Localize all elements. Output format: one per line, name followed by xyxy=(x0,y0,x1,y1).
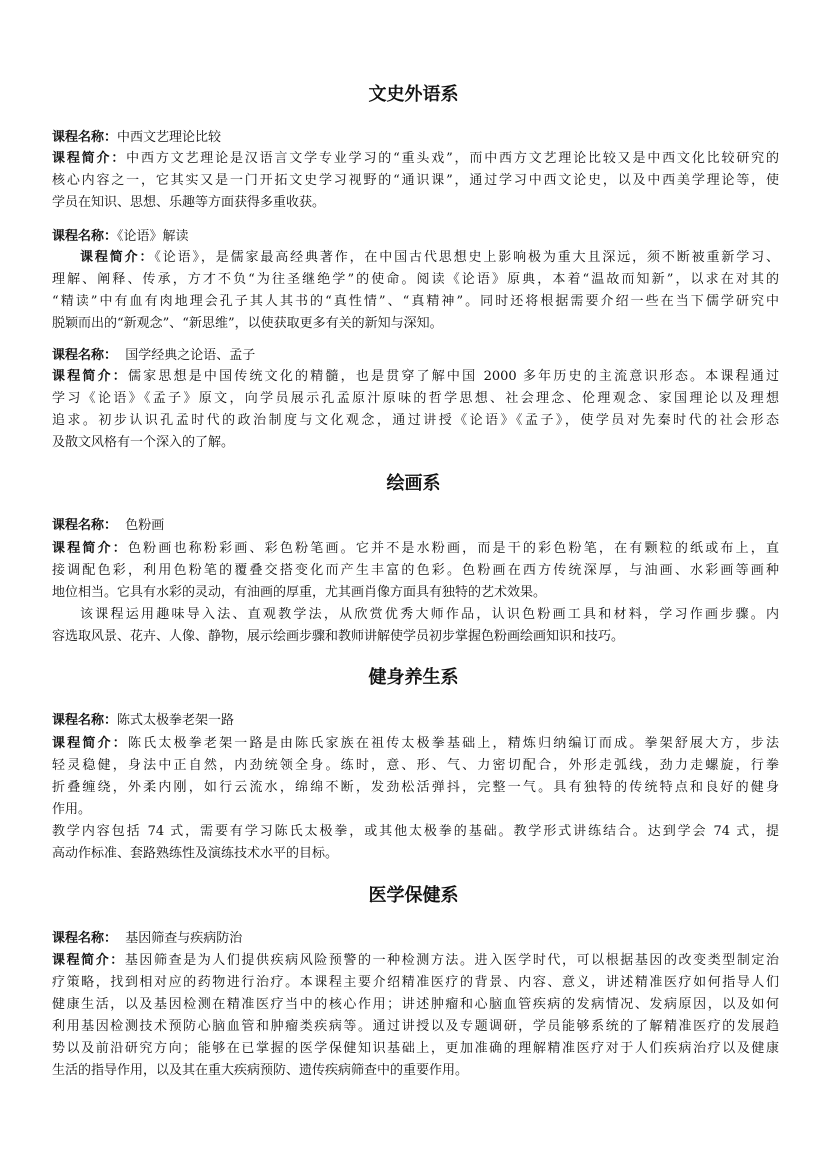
course-intro-line: 理解、阐释、传承，方才不负“为往圣继绝学”的使命。阅读《论语》原典，本着“温故而知新”，以求在对其的 xyxy=(52,272,779,287)
course-intro-line: “精读”中有血有肉地理会孔子其人其书的“真性情”、“真精神”。同时还将根据需要介绍一些在当下儒学研究中 xyxy=(52,294,779,309)
course-intro-line xyxy=(80,247,779,269)
section-title: 健身养生系 xyxy=(368,667,459,688)
course-intro-text: 《论语》，是儒家最高经典著作，在中国古代思想史上影响极为重大且深远，须不断被重新学习、 xyxy=(154,250,779,265)
course-intro-line xyxy=(52,366,779,388)
section-title: 绘画系 xyxy=(386,473,441,494)
section-title: 医学保健系 xyxy=(368,885,459,906)
course-name-line xyxy=(52,710,779,732)
course-intro-label: 课程简介： xyxy=(52,369,128,384)
course-intro-line: 利用基因检测技术预防心脑血管和肿瘤类疾病等。通过讲授以及专题调研，学员能够系统的了解精准医疗的发展趋 xyxy=(52,1019,779,1034)
course-name: 中西文艺理论比较 xyxy=(117,130,222,145)
course-name-label: 课程名称： xyxy=(52,229,118,244)
course-intro-label: 课程简介： xyxy=(52,541,128,556)
course-intro-line: 脱颖而出的“新观念”、“新思维”，以使获取更多有关的新知与深知。 xyxy=(52,316,443,331)
course-name: 国学经典之论语、孟子 xyxy=(125,348,256,363)
course-intro-line xyxy=(52,148,779,170)
course-intro-label: 课程简介： xyxy=(80,250,155,265)
course-intro-line xyxy=(52,950,779,972)
course-intro-line: 学员在知识、思想、乐趣等方面获得多重收获。 xyxy=(52,195,326,210)
course-name-line xyxy=(52,345,779,367)
course-name-label: 课程名称： xyxy=(52,931,118,946)
course-intro-label: 课程简介： xyxy=(52,736,128,751)
course-intro-line xyxy=(52,733,779,755)
course-intro-line: 学习《论语》《孟子》原文，向学员展示孔孟原汁原味的哲学思想、社会理念、伦理观念、家国理论以及理想 xyxy=(52,391,779,406)
course-intro-text: 中西方文艺理论是汉语言文学专业学习的“重头戏”，而中西方文艺理论比较又是中西文化比较研究的 xyxy=(126,151,779,166)
course-extra-line: 该课程运用趣味导入法、直观教学法，从欣赏优秀大师作品，认识色粉画工具和材料，学习作画步骤。内 xyxy=(80,607,779,622)
course-name: 《论语》解读 xyxy=(117,229,189,244)
course-intro-line xyxy=(52,538,779,560)
course-intro-text: 陈氏太极拳老架一路是由陈氏家族在祖传太极拳基础上，精炼归纳编订而成。拳架舒展大方，步法 xyxy=(127,736,779,751)
course-intro-line: 折叠缠绕，外柔内刚，如行云流水，绵绵不断，发劲松活弹抖，完整一气。具有独特的传统特点和良好的健身 xyxy=(52,780,779,795)
course-extra-line: 容选取风景、花卉、人像、静物，展示绘画步骤和教师讲解使学员初步掌握色粉画绘画知识和技巧。 xyxy=(52,629,625,644)
course-name: 陈式太极拳老架一路 xyxy=(117,713,235,728)
course-name-line xyxy=(52,127,779,149)
course-name-label: 课程名称： xyxy=(52,130,118,145)
course-intro-line: 接调配色彩，利用色粉笔的覆叠交搭变化而产生丰富的色彩。色粉画在西方传统深厚，与油画、水彩画等画种 xyxy=(52,563,779,578)
course-name-label: 课程名称： xyxy=(52,518,118,533)
course-name-label: 课程名称： xyxy=(52,713,118,728)
course-extra-line: 高动作标准、套路熟练性及演练技术水平的目标。 xyxy=(52,846,339,861)
course-intro-line: 及散文风格有一个深入的了解。 xyxy=(52,435,235,450)
course-intro-text: 基因筛查是为人们提供疾病风险预警的一种检测方法。进入医学时代，可以根据基因的改变类型制定治 xyxy=(124,953,779,968)
section-title: 文史外语系 xyxy=(368,84,459,105)
course-intro-line: 势以及前沿研究方向；能够在已掌握的医学保健知识基础上，更加准确的理解精准医疗对于人们疾病治疗以及健康 xyxy=(52,1041,779,1056)
course-intro-text: 儒家思想是中国传统文化的精髓，也是贯穿了解中国 2000 多年历史的主流意识形态。本课程通过 xyxy=(127,369,779,384)
course-name-line xyxy=(52,226,779,248)
course-intro-line: 地位相当。它具有水彩的灵动，有油画的厚重，尤其画肖像方面具有独特的艺术效果。 xyxy=(52,585,547,600)
course-intro-label: 课程简介： xyxy=(52,151,127,166)
course-intro-line: 追求。初步认识孔孟时代的政治制度与文化观念，通过讲授《论语》《孟子》，使学员对先秦时代的社会形态 xyxy=(52,413,779,428)
course-name: 基因筛查与疾病防治 xyxy=(125,931,243,946)
course-intro-line: 疗策略，找到相对应的药物进行治疗。本课程主要介绍精准医疗的背景、内容、意义，讲述精准医疗如何指导人们 xyxy=(52,975,779,990)
course-intro-line: 轻灵稳健，身法中正自然，内劲统领全身。练时，意、形、气、力密切配合，外形走弧线，劲力走螺旋，行拳 xyxy=(52,758,779,773)
course-intro-label: 课程简介： xyxy=(52,953,125,968)
course-intro-text: 色粉画也称粉彩画、彩色粉笔画。它并不是水粉画，而是干的彩色粉笔，在有颗粒的纸或布上，直 xyxy=(127,541,779,556)
course-name-label: 课程名称： xyxy=(52,348,118,363)
course-intro-line: 作用。 xyxy=(52,802,92,817)
course-extra-line: 教学内容包括 74 式，需要有学习陈氏太极拳，或其他太极拳的基础。教学形式讲练结合。达到学会 74 式，提 xyxy=(52,824,779,839)
course-intro-line: 健康生活，以及基因检测在精准医疗当中的核心作用；讲述肿瘤和心脑血管疾病的发病情况、发病原因，以及如何 xyxy=(52,997,779,1012)
course-intro-line: 生活的指导作用，以及其在重大疾病预防、遗传疾病筛查中的重要作用。 xyxy=(52,1063,469,1078)
course-name: 色粉画 xyxy=(125,518,165,533)
course-name-line xyxy=(52,515,779,537)
course-name-line xyxy=(52,928,779,950)
course-intro-line: 核心内容之一，它其实又是一门开拓文史学习视野的“通识课”，通过学习中西文论史，以及中西美学理论等，使 xyxy=(52,173,779,188)
